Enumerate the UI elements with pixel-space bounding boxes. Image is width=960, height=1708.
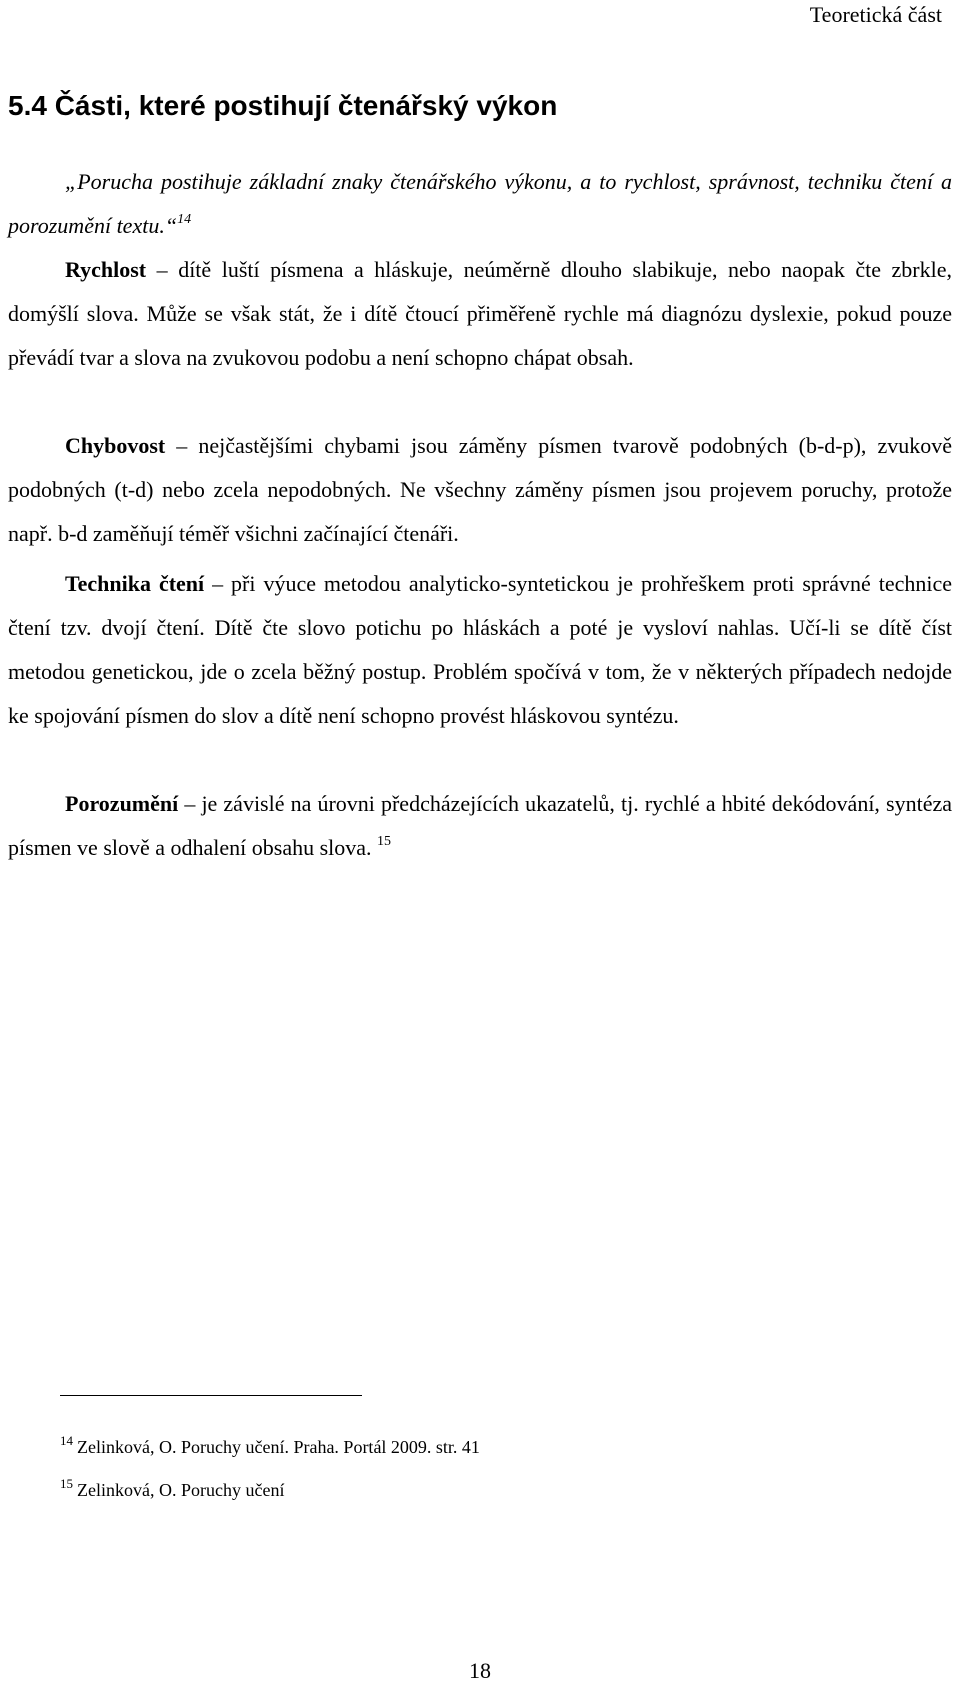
term-porozumeni: Porozumění: [65, 791, 179, 816]
paragraph-text: – nejčastějšími chybami jsou záměny písmen tvarově podobných (b-d-p), zvukově podobných (t-d) nebo zcela nepodobných. Ne všechny záměny písmen jsou projevem poruchy, protože např. b-d zaměňují téměř všichni začínající čtenáři.: [8, 433, 952, 546]
footnote-separator: [60, 1395, 362, 1396]
term-chybovost: Chybovost: [65, 433, 166, 458]
running-header: Teoretická část: [809, 2, 942, 27]
section-title: 5.4 Části, které postihují čtenářský výkon: [8, 90, 558, 121]
footnote-14: [60, 1434, 480, 1460]
footnote-text: Zelinková, O. Poruchy učení: [77, 1480, 285, 1500]
quote-paragraph: [8, 160, 952, 248]
paragraph-text: – je závislé na úrovni předcházejících ukazatelů, tj. rychlé a hbité dekódování, syntéza písmen ve slově a odhalení obsahu slova.: [8, 791, 952, 860]
paragraph-text: – při výuce metodou analyticko-syntetickou je prohřeškem proti správné technice čtení tzv. dvojí čtení. Dítě čte slovo potichu po hláskách a poté je vysloví nahlas. Učí-li se dítě číst metodou genetickou, jde o zcela běžný postup. Problém spočívá v tom, že v některých případech nedojde ke spojování písmen do slov a dítě není schopno provést hláskovou syntézu.: [8, 571, 952, 728]
paragraph-rychlost: [8, 248, 952, 380]
quote-text: „Porucha postihuje základní znaky čtenářského výkonu, a to rychlost, správnost, techniku čtení a porozumění textu.“: [8, 169, 952, 238]
footnote-ref-15[interactable]: 15: [377, 834, 392, 849]
footnote-number: 14: [60, 1433, 73, 1448]
term-rychlost: Rychlost: [65, 257, 147, 282]
footnote-15: [60, 1477, 284, 1503]
footnote-ref-14[interactable]: 14: [177, 212, 192, 227]
footnote-number: 15: [60, 1476, 73, 1491]
paragraph-chybovost: [8, 424, 952, 556]
page-number: 18: [469, 1658, 491, 1683]
paragraph-text: – dítě luští písmena a hláskuje, neúměrně dlouho slabikuje, nebo naopak čte zbrkle, domýšlí slova. Může se však stát, že i dítě čtoucí přiměřeně rychle má diagnózu dyslexie, pokud pouze převádí tvar a slova na zvukovou podobu a není schopno chápat obsah.: [8, 257, 952, 370]
footnote-text: Zelinková, O. Poruchy učení. Praha. Portál 2009. str. 41: [77, 1437, 480, 1457]
paragraph-technika-cteni: [8, 562, 952, 738]
paragraph-porozumeni: [8, 782, 952, 870]
term-technika-cteni: Technika čtení: [65, 571, 205, 596]
